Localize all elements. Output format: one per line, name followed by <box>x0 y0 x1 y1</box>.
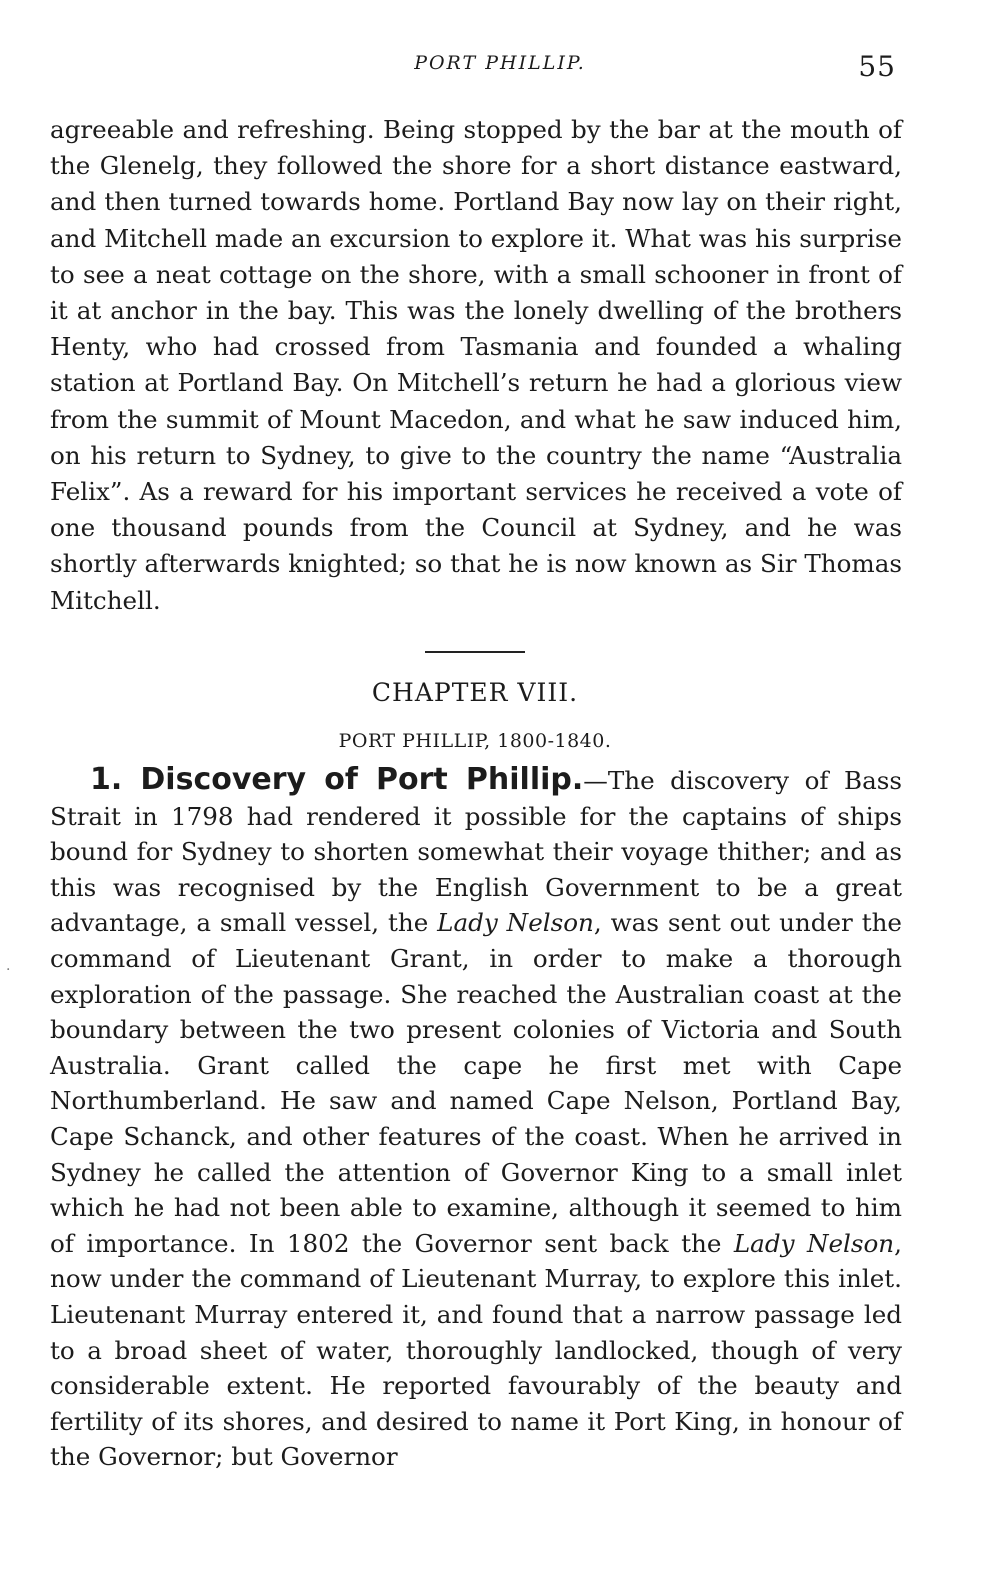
section-text-3: , now under the command of Lieutenant Murray, to explore this inlet. Lieutenant Murray entered it, and found that a narrow passage led to a broad sheet of water, thoroughly landlocked, though of very considerable extent. He reported favourably of the beauty and fertility of its shores, and desired to name it Port King, in honour of the Governor; but Governor <box>50 1228 902 1472</box>
chapter-title: CHAPTER VIII. <box>371 678 579 707</box>
running-head: PORT PHILLIP. <box>414 52 586 74</box>
ship-name-2: Lady Nelson <box>733 1228 895 1258</box>
page-number: 55 <box>858 50 896 83</box>
scan-speck: · <box>6 962 11 978</box>
section-divider <box>425 651 525 653</box>
intro-paragraph: agreeable and refreshing. Being stopped by the bar at the mouth of the Glenelg, they followed the shore for a short distance eastward, and then turned towards home. Portland Bay now lay on their right, and Mitchell made an excursion to explore it. What was his surprise to see a neat cottage on the shore, with a small schooner in front of it at anchor in the bay. This was the lonely dwelling of the brothers Henty, who had crossed from Tasmania and founded a whaling station at Portland Bay. On Mitchell’s return he had a glorious view from the summit of Mount Macedon, and what he saw induced him, on his return to Sydney, to give to the country the name “Australia Felix”. As a reward for his important services he received a vote of one thousand pounds from the Council at Sydney, and he was shortly afterwards knighted; so that he is now known as Sir Thomas Mitchell. <box>50 115 902 615</box>
chapter-subtitle: PORT PHILLIP, 1800-1840. <box>338 730 612 752</box>
heading-dash: — <box>583 766 608 795</box>
section-text-1: The discovery of Bass Strait in 1798 had rendered it possible for the captains of ships bound for Sydney to shorten somewhat their voyage thither; and as this was recognised by the English Government to be a great advantage, a small vessel, the <box>50 766 902 938</box>
ship-name-1: Lady Nelson <box>437 908 594 938</box>
section-paragraph <box>50 762 902 1475</box>
section-heading: 1. Discovery of Port Phillip. <box>90 762 584 797</box>
section-text-2: , was sent out under the command of Lieutenant Grant, in order to make a thorough exploration of the passage. She reached the Australian coast at the boundary between the two present colonies of Victoria and South Australia. Grant called the cape he first met with Cape Northumberland. He saw and named Cape Nelson, Portland Bay, Cape Schanck, and other features of the coast. When he arrived in Sydney he called the attention of Governor King to a small inlet which he had not been able to examine, although it seemed to him of importance. In 1802 the Governor sent back the <box>50 908 902 1258</box>
